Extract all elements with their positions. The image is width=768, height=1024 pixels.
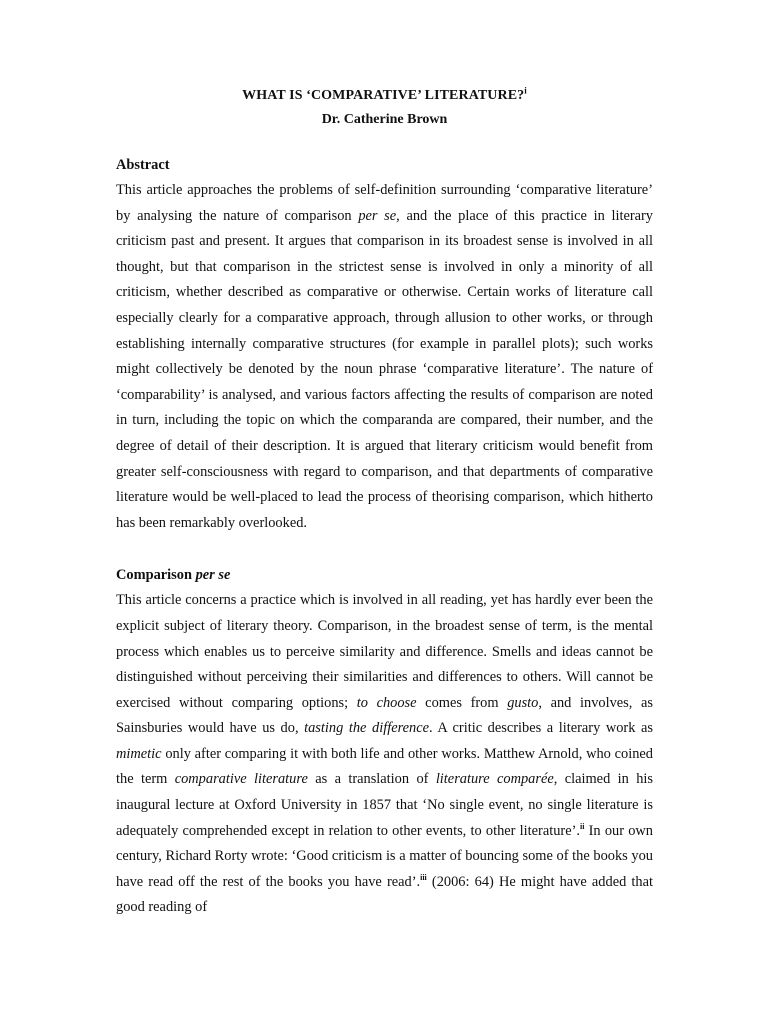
body-paragraph: [116, 588, 653, 921]
body-italic-comparative-literature: comparative literature: [174, 771, 308, 788]
section-heading: [116, 562, 653, 588]
body-text-4: . A critic describes a literary work as: [429, 720, 653, 737]
article-title: [116, 86, 653, 106]
body-text-7: , claimed in his inaugural lecture at Oxford University in 1857 that ‘No single event, no single literature is adequately comprehended except in relation to other events, to other literature’.: [116, 771, 653, 839]
author-name: Dr. Catherine Brown: [321, 112, 448, 127]
body-text-3: , and involves, as Sainsburies would have us do,: [116, 694, 653, 737]
body-italic-to-choose: to choose: [356, 694, 417, 711]
body-text-8: In our own century, Richard Rorty wrote: ‘Good criticism is a matter of bouncing some of the books you have read off the rest of the books you have read’.: [116, 822, 654, 890]
abstract-text-2: , and the place of this practice in literary criticism past and present. It argues that comparison in its broadest sense is involved in all thought, but that comparison in the strictest sense is involved in only a minority of all criticism, whether described as comparative or otherwise. Certain works of literature call especially clearly for a comparative approach, through allusion to other works, or through establishing internally comparative structures (for example in parallel plots); such works might collectively be denoted by the noun phrase ‘comparative literature’. The nature of ‘comparability’ is analysed, and various factors affecting the results of comparison are noted in turn, including the topic on which the comparanda are compared, their number, and the degree of detail of their description. It is argued that literary criticism would benefit from greater self-consciousness with regard to comparison, and that departments of comparative literature would be well-placed to lead the process of theorising comparison, which hitherto has been remarkably overlooked.: [116, 207, 653, 531]
body-italic-mimetic: mimetic: [116, 745, 162, 762]
body-italic-tasting: tasting the difference: [304, 720, 430, 737]
section-heading-text: Comparison: [116, 567, 196, 584]
section-heading-italic: per se: [195, 567, 231, 584]
article-title-text: WHAT IS ‘COMPARATIVE’ LITERATURE?: [242, 88, 525, 103]
body-text-9: (2006: 64) He might have added that good reading of: [116, 873, 654, 916]
abstract-italic-per-se: per se: [358, 207, 397, 224]
body-italic-gusto: gusto: [507, 694, 539, 711]
abstract-paragraph: [116, 178, 653, 536]
abstract-text-1: This article approaches the problems of self-definition surrounding ‘comparative literature’ by analysing the nature of comparison: [116, 182, 653, 224]
title-footnote-marker[interactable]: i: [524, 85, 527, 96]
footnote-marker-iii[interactable]: iii: [420, 873, 427, 883]
body-text-1: This article concerns a practice which is involved in all reading, yet has hardly ever been the explicit subject of literary theory. Comparison, in the broadest sense of term, is the mental process which enables us to perceive similarity and difference. Smells and ideas cannot be distinguished without perceiving their similarities and differences to others. Will cannot be exercised without comparing options;: [116, 592, 653, 711]
footnote-marker-ii[interactable]: ii: [579, 821, 585, 831]
body-text-5: only after comparing it with both life and other works. Matthew Arnold, who coined the term: [116, 745, 653, 788]
body-text-6: as a translation of: [307, 771, 436, 788]
body-text-2: comes from: [416, 694, 508, 711]
body-italic-literature-comparee: literature comparée: [435, 771, 554, 788]
abstract-heading: Abstract: [116, 157, 170, 173]
